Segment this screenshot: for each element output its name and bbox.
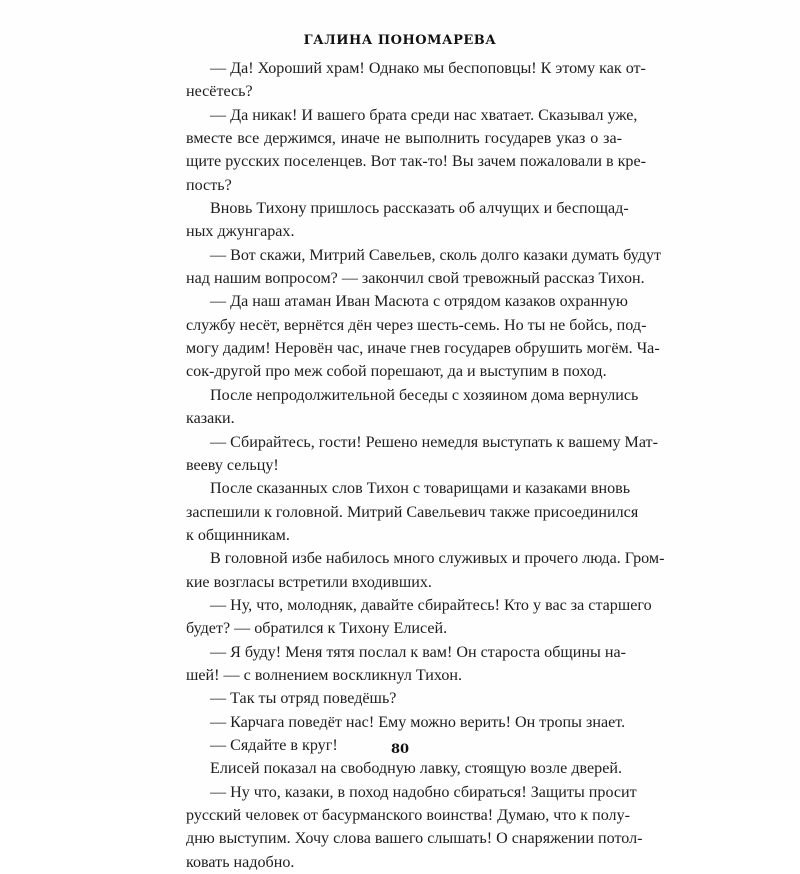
text-line: Вновь Тихону пришлось рассказать об алчущих и беспощад- [210,200,629,218]
paragraph [186,711,626,734]
paragraph [186,244,661,291]
text-line: над нашим вопросом? — закончил свой тревожный рассказ Тихон. [186,270,645,288]
paragraph [186,477,639,547]
text-line: — Ну, что, молодняк, давайте сбирайтесь! Кто у вас за старшего [210,596,652,614]
text-line: ковать надобно. [186,853,295,871]
paragraph [186,431,658,478]
page-number: 80 [390,742,410,757]
paragraph [186,594,652,641]
text-line: щите русских поселенцев. Вот так-то! Вы зачем пожаловали в кре- [186,153,646,171]
paragraph [186,384,639,431]
text-line: кие возгласы встретили входивших. [186,573,432,591]
text-line: могу дадим! Неровён час, иначе гнев государев обрушить могём. Ча- [186,340,660,358]
text-line: — Ну что, казаки, в поход надобно сбираться! Защиты просит [210,783,637,801]
paragraph [186,547,665,594]
text-line: вееву сельцу! [186,456,279,474]
paragraph [186,687,622,710]
text-line: службу несёт, вернётся дён через шесть-семь. Но ты не бойсь, под- [186,316,647,334]
text-line: — Так ты отряд поведёшь? [210,690,397,708]
text-line: — Карчага поведёт нас! Ему можно верить! Он тропы знает. [210,713,626,731]
text-line: русский человек от басурманского воинства! Думаю, что к полу- [186,807,630,824]
text-line: несётесь? [186,83,253,101]
text-line: к общинникам. [186,526,290,544]
paragraph [186,290,660,383]
text-line: — Да наш атаман Иван Масюта с отрядом казаков охранную [210,293,628,311]
paragraph [186,57,646,104]
text-line: — Я буду! Меня тятя послал к вам! Он староста общины на- [210,643,626,661]
paragraph [186,104,646,197]
text-line: сок-другой про меж собой порешают, да и выступим в поход. [186,363,607,381]
text-line: — Сядайте в круг! [210,736,338,754]
paragraph [186,641,626,688]
paragraph [186,781,643,874]
text-line: — Сбирайтесь, гости! Решено немедля выступать к вашему Мат- [210,433,658,451]
text-line: — Да никак! И вашего брата среди нас хватает. Сказывал уже, [210,106,638,124]
text-line: После непродолжительной беседы с хозяином дома вернулись [210,386,639,404]
text-line: После сказанных слов Тихон с товарищами и казаками вновь [210,480,631,498]
text-line: заспешили к головной. Митрий Савельевич также присоединился [186,503,639,521]
text-line: В головной избе набилось много служивых и прочего люда. Гром- [210,550,665,568]
text-line: вместе все держимся, иначе не выполнить государев указ о за- [186,130,622,148]
paragraph [186,757,622,780]
text-line: ных джунгарах. [186,223,295,241]
text-line: будет? — обратился к Тихону Елисей. [186,620,448,638]
paragraph [186,197,629,244]
text-line: Елисей показал на свободную лавку, стоящую возле дверей. [210,760,622,778]
text-line: пость? [186,176,232,194]
running-head-author: ГАЛИНА ПОНОМАРЕВА [303,33,497,48]
text-line: — Да! Хороший храм! Однако мы беспоповцы! К этому как от- [210,60,646,77]
text-line: — Вот скажи, Митрий Савельев, сколь долго казаки думать будут [210,246,661,264]
text-line: дню выступим. Хочу слова вашего слышать! О снаряжении потол- [186,830,643,848]
text-line: казаки. [186,410,235,428]
text-line: шей! — с волнением воскликнул Тихон. [186,666,463,684]
